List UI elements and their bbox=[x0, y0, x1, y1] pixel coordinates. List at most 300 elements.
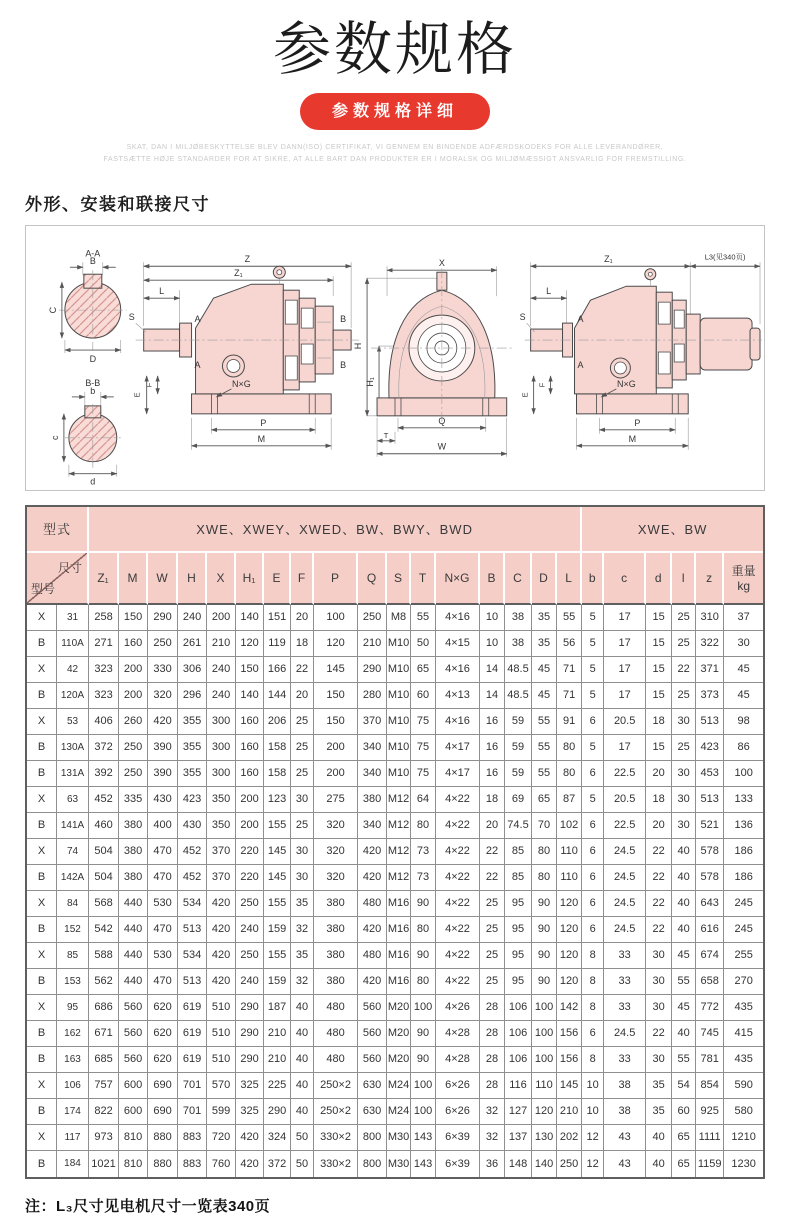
value-cell: 75 bbox=[411, 709, 436, 735]
value-cell: 200 bbox=[314, 735, 358, 761]
type-header: 型式 bbox=[27, 507, 89, 553]
value-cell: 60 bbox=[411, 683, 436, 709]
value-cell: 200 bbox=[119, 683, 148, 709]
value-cell: 370 bbox=[207, 865, 236, 891]
value-cell: 10 bbox=[582, 1099, 604, 1125]
value-cell: 15 bbox=[646, 605, 672, 631]
value-cell: 560 bbox=[119, 1047, 148, 1073]
value-cell: 17 bbox=[604, 735, 646, 761]
value-cell: 210 bbox=[264, 1021, 291, 1047]
value-cell: M20 bbox=[387, 1047, 411, 1073]
value-cell: 156 bbox=[557, 1047, 582, 1073]
value-cell: 580 bbox=[724, 1099, 763, 1125]
type-cell: B bbox=[27, 631, 57, 657]
value-cell: 55 bbox=[532, 761, 557, 787]
value-cell: 521 bbox=[696, 813, 724, 839]
value-cell: 38 bbox=[604, 1099, 646, 1125]
value-cell: 20 bbox=[291, 605, 314, 631]
value-cell: 8 bbox=[582, 995, 604, 1021]
value-cell: M10 bbox=[387, 709, 411, 735]
value-cell: 250 bbox=[148, 631, 178, 657]
value-cell: 90 bbox=[411, 891, 436, 917]
value-cell: 15 bbox=[646, 657, 672, 683]
value-cell: 225 bbox=[264, 1073, 291, 1099]
value-cell: 80 bbox=[532, 865, 557, 891]
value-cell: 685 bbox=[89, 1047, 119, 1073]
value-cell: 854 bbox=[696, 1073, 724, 1099]
type-cell: B bbox=[27, 1021, 57, 1047]
value-cell: 15 bbox=[646, 735, 672, 761]
value-cell: 4×15 bbox=[436, 631, 480, 657]
dim-label-Z1-motor: Z₁ bbox=[604, 253, 613, 264]
value-cell: 480 bbox=[358, 891, 387, 917]
value-cell: 150 bbox=[119, 605, 148, 631]
column-header: L bbox=[557, 553, 582, 605]
value-cell: 150 bbox=[314, 709, 358, 735]
dim-label-P-motor: P bbox=[634, 417, 641, 428]
value-cell: 95 bbox=[505, 969, 532, 995]
value-cell: 70 bbox=[532, 813, 557, 839]
dim-label-S: S bbox=[128, 311, 135, 322]
type-cell: X bbox=[27, 891, 57, 917]
value-cell: 430 bbox=[178, 813, 207, 839]
value-cell: 45 bbox=[724, 683, 763, 709]
value-cell: 200 bbox=[207, 605, 236, 631]
value-cell: 590 bbox=[724, 1073, 763, 1099]
type-cell: B bbox=[27, 683, 57, 709]
value-cell: 75 bbox=[411, 761, 436, 787]
value-cell: 323 bbox=[89, 657, 119, 683]
value-cell: 100 bbox=[532, 1047, 557, 1073]
table-row bbox=[27, 891, 763, 917]
value-cell: 510 bbox=[207, 995, 236, 1021]
value-cell: 588 bbox=[89, 943, 119, 969]
value-cell: 120 bbox=[557, 917, 582, 943]
value-cell: 296 bbox=[178, 683, 207, 709]
value-cell: 20 bbox=[291, 683, 314, 709]
value-cell: 420 bbox=[358, 917, 387, 943]
table-row bbox=[27, 995, 763, 1021]
table-row bbox=[27, 969, 763, 995]
dim-label-Z1: Z₁ bbox=[234, 267, 243, 278]
value-cell: 6 bbox=[582, 813, 604, 839]
value-cell: 45 bbox=[672, 943, 696, 969]
value-cell: 59 bbox=[505, 761, 532, 787]
column-header: b bbox=[582, 553, 604, 605]
column-header: Z₁ bbox=[89, 553, 119, 605]
value-cell: 36 bbox=[480, 1151, 505, 1177]
value-cell: 6×26 bbox=[436, 1073, 480, 1099]
value-cell: 106 bbox=[505, 1047, 532, 1073]
column-header: Q bbox=[358, 553, 387, 605]
section-aa-drawing bbox=[48, 248, 127, 364]
value-cell: 100 bbox=[314, 605, 358, 631]
value-cell: M10 bbox=[387, 657, 411, 683]
value-cell: 119 bbox=[264, 631, 291, 657]
column-header: W bbox=[148, 553, 178, 605]
value-cell: 810 bbox=[119, 1125, 148, 1151]
model-cell: 120A bbox=[57, 683, 89, 709]
value-cell: 16 bbox=[480, 709, 505, 735]
value-cell: M10 bbox=[387, 761, 411, 787]
value-cell: M20 bbox=[387, 995, 411, 1021]
value-cell: 116 bbox=[505, 1073, 532, 1099]
value-cell: 151 bbox=[264, 605, 291, 631]
value-cell: 4×22 bbox=[436, 787, 480, 813]
value-cell: 38 bbox=[505, 631, 532, 657]
value-cell: 143 bbox=[411, 1151, 436, 1177]
detail-badge-button[interactable]: 参数规格详细 bbox=[300, 93, 490, 130]
value-cell: 45 bbox=[532, 683, 557, 709]
value-cell: 370 bbox=[358, 709, 387, 735]
value-cell: 690 bbox=[148, 1073, 178, 1099]
value-cell: M12 bbox=[387, 813, 411, 839]
value-cell: 20 bbox=[646, 761, 672, 787]
value-cell: 25 bbox=[480, 891, 505, 917]
value-cell: 5 bbox=[582, 657, 604, 683]
value-cell: 240 bbox=[178, 605, 207, 631]
value-cell: 504 bbox=[89, 839, 119, 865]
value-cell: 59 bbox=[505, 735, 532, 761]
value-cell: 271 bbox=[89, 631, 119, 657]
value-cell: 90 bbox=[411, 1047, 436, 1073]
value-cell: M16 bbox=[387, 969, 411, 995]
table-row bbox=[27, 839, 763, 865]
value-cell: 35 bbox=[532, 605, 557, 631]
value-cell: 4×16 bbox=[436, 657, 480, 683]
dim-label-P: P bbox=[260, 417, 267, 428]
value-cell: 59 bbox=[505, 709, 532, 735]
value-cell: 370 bbox=[207, 839, 236, 865]
column-header: E bbox=[264, 553, 291, 605]
value-cell: 210 bbox=[264, 1047, 291, 1073]
value-cell: 60 bbox=[672, 1099, 696, 1125]
value-cell: 620 bbox=[148, 1047, 178, 1073]
value-cell: 800 bbox=[358, 1151, 387, 1177]
value-cell: 12 bbox=[582, 1125, 604, 1151]
value-cell: 74.5 bbox=[505, 813, 532, 839]
value-cell: 30 bbox=[724, 631, 763, 657]
model-cell: 106 bbox=[57, 1073, 89, 1099]
section-mark-B-bottom: B bbox=[340, 359, 347, 370]
value-cell: 38 bbox=[604, 1073, 646, 1099]
side-view-drawing bbox=[129, 254, 359, 449]
value-cell: 30 bbox=[646, 969, 672, 995]
type-cell: B bbox=[27, 1151, 57, 1177]
value-cell: 392 bbox=[89, 761, 119, 787]
value-cell: 781 bbox=[696, 1047, 724, 1073]
value-cell: 43 bbox=[604, 1151, 646, 1177]
value-cell: 925 bbox=[696, 1099, 724, 1125]
dim-label-F: F bbox=[144, 382, 154, 387]
type-cell: B bbox=[27, 865, 57, 891]
table-row bbox=[27, 1021, 763, 1047]
value-cell: 64 bbox=[411, 787, 436, 813]
value-cell: 136 bbox=[724, 813, 763, 839]
value-cell: 18 bbox=[291, 631, 314, 657]
value-cell: 658 bbox=[696, 969, 724, 995]
section-heading: 外形、安装和联接尺寸 bbox=[25, 194, 210, 214]
column-header: D bbox=[532, 553, 557, 605]
dim-label-M-motor: M bbox=[628, 433, 637, 444]
value-cell: 325 bbox=[236, 1099, 264, 1125]
value-cell: 250 bbox=[236, 943, 264, 969]
value-cell: 322 bbox=[696, 631, 724, 657]
value-cell: 470 bbox=[148, 865, 178, 891]
model-cell: 53 bbox=[57, 709, 89, 735]
value-cell: 14 bbox=[480, 657, 505, 683]
value-cell: 620 bbox=[148, 1021, 178, 1047]
type-cell: B bbox=[27, 813, 57, 839]
column-header: M bbox=[119, 553, 148, 605]
column-header: N×G bbox=[436, 553, 480, 605]
value-cell: 5 bbox=[582, 735, 604, 761]
value-cell: 100 bbox=[411, 1099, 436, 1125]
value-cell: 250 bbox=[119, 735, 148, 761]
model-cell: 142A bbox=[57, 865, 89, 891]
value-cell: 186 bbox=[724, 865, 763, 891]
value-cell: 65 bbox=[672, 1125, 696, 1151]
value-cell: 440 bbox=[119, 891, 148, 917]
value-cell: 880 bbox=[148, 1151, 178, 1177]
table-row bbox=[27, 943, 763, 969]
model-cell: 163 bbox=[57, 1047, 89, 1073]
value-cell: 240 bbox=[236, 917, 264, 943]
value-cell: 40 bbox=[672, 917, 696, 943]
dim-label-B: B bbox=[89, 255, 96, 266]
value-cell: 6×26 bbox=[436, 1099, 480, 1125]
value-cell: 50 bbox=[291, 1151, 314, 1177]
value-cell: 250×2 bbox=[314, 1073, 358, 1099]
type-cell: B bbox=[27, 761, 57, 787]
value-cell: 480 bbox=[358, 943, 387, 969]
size-label: 尺寸 bbox=[58, 560, 83, 575]
value-cell: 16 bbox=[480, 735, 505, 761]
dim-label-L: L bbox=[159, 285, 165, 296]
value-cell: 420 bbox=[207, 917, 236, 943]
model-cell: 74 bbox=[57, 839, 89, 865]
table-row bbox=[27, 865, 763, 891]
type-cell: B bbox=[27, 969, 57, 995]
value-cell: 423 bbox=[696, 735, 724, 761]
dim-label-Q: Q bbox=[438, 415, 446, 426]
value-cell: 35 bbox=[532, 631, 557, 657]
value-cell: 1230 bbox=[724, 1151, 763, 1177]
value-cell: 745 bbox=[696, 1021, 724, 1047]
value-cell: 880 bbox=[148, 1125, 178, 1151]
value-cell: 470 bbox=[148, 969, 178, 995]
value-cell: 22 bbox=[672, 657, 696, 683]
value-cell: 123 bbox=[264, 787, 291, 813]
value-cell: 600 bbox=[119, 1073, 148, 1099]
value-cell: 158 bbox=[264, 735, 291, 761]
value-cell: 80 bbox=[411, 969, 436, 995]
value-cell: 760 bbox=[207, 1151, 236, 1177]
value-cell: 71 bbox=[557, 657, 582, 683]
value-cell: 542 bbox=[89, 917, 119, 943]
value-cell: 250 bbox=[358, 605, 387, 631]
value-cell: 420 bbox=[148, 709, 178, 735]
value-cell: 373 bbox=[696, 683, 724, 709]
section-mark-B-top: B bbox=[340, 313, 347, 324]
value-cell: 22.5 bbox=[604, 761, 646, 787]
value-cell: 720 bbox=[207, 1125, 236, 1151]
value-cell: 25 bbox=[672, 683, 696, 709]
type-cell: X bbox=[27, 1125, 57, 1151]
value-cell: 290 bbox=[236, 1021, 264, 1047]
value-cell: 578 bbox=[696, 839, 724, 865]
value-cell: 160 bbox=[236, 709, 264, 735]
value-cell: 32 bbox=[480, 1099, 505, 1125]
value-cell: 560 bbox=[358, 1047, 387, 1073]
value-cell: 200 bbox=[314, 761, 358, 787]
value-cell: 415 bbox=[724, 1021, 763, 1047]
value-cell: 40 bbox=[672, 1021, 696, 1047]
value-cell: 504 bbox=[89, 865, 119, 891]
section-mark-A-top-motor: A bbox=[577, 313, 584, 324]
value-cell: 400 bbox=[148, 813, 178, 839]
value-cell: 40 bbox=[646, 1125, 672, 1151]
value-cell: 6 bbox=[582, 917, 604, 943]
model-cell: 130A bbox=[57, 735, 89, 761]
value-cell: 80 bbox=[557, 735, 582, 761]
value-cell: 150 bbox=[314, 683, 358, 709]
section-mark-A-bottom: A bbox=[194, 359, 201, 370]
value-cell: 159 bbox=[264, 917, 291, 943]
value-cell: 330×2 bbox=[314, 1125, 358, 1151]
value-cell: 220 bbox=[236, 865, 264, 891]
value-cell: 80 bbox=[532, 839, 557, 865]
value-cell: 372 bbox=[264, 1151, 291, 1177]
value-cell: 148 bbox=[505, 1151, 532, 1177]
value-cell: 320 bbox=[314, 839, 358, 865]
value-cell: 142 bbox=[557, 995, 582, 1021]
value-cell: 40 bbox=[291, 1021, 314, 1047]
value-cell: 71 bbox=[557, 683, 582, 709]
value-cell: 80 bbox=[557, 761, 582, 787]
dim-label-X: X bbox=[438, 257, 445, 268]
value-cell: 4×26 bbox=[436, 995, 480, 1021]
value-cell: 35 bbox=[646, 1099, 672, 1125]
value-cell: 40 bbox=[672, 865, 696, 891]
value-cell: 420 bbox=[358, 969, 387, 995]
value-cell: 100 bbox=[411, 1073, 436, 1099]
type-cell: X bbox=[27, 709, 57, 735]
value-cell: 380 bbox=[119, 865, 148, 891]
value-cell: 24.5 bbox=[604, 891, 646, 917]
value-cell: 90 bbox=[411, 943, 436, 969]
value-cell: 150 bbox=[236, 657, 264, 683]
value-cell: 280 bbox=[358, 683, 387, 709]
value-cell: 55 bbox=[411, 605, 436, 631]
value-cell: 800 bbox=[358, 1125, 387, 1151]
dim-label-T: T bbox=[383, 430, 389, 440]
value-cell: 40 bbox=[672, 891, 696, 917]
page-title: 参数规格 bbox=[272, 17, 517, 82]
value-cell: 290 bbox=[148, 605, 178, 631]
type-cell: B bbox=[27, 1047, 57, 1073]
value-cell: 156 bbox=[557, 1021, 582, 1047]
dim-label-H1: H₁ bbox=[365, 376, 376, 387]
value-cell: 90 bbox=[532, 891, 557, 917]
value-cell: 18 bbox=[480, 787, 505, 813]
value-cell: 6 bbox=[582, 709, 604, 735]
value-cell: 380 bbox=[314, 943, 358, 969]
value-cell: 240 bbox=[207, 683, 236, 709]
value-cell: 145 bbox=[557, 1073, 582, 1099]
table-row bbox=[27, 1099, 763, 1125]
tagline bbox=[0, 142, 790, 166]
value-cell: 90 bbox=[532, 969, 557, 995]
value-cell: 883 bbox=[178, 1151, 207, 1177]
value-cell: 320 bbox=[314, 813, 358, 839]
value-cell: 8 bbox=[582, 969, 604, 995]
value-cell: 4×22 bbox=[436, 839, 480, 865]
value-cell: 106 bbox=[505, 1021, 532, 1047]
value-cell: 4×22 bbox=[436, 969, 480, 995]
value-cell: M10 bbox=[387, 735, 411, 761]
value-cell: 250 bbox=[236, 891, 264, 917]
value-cell: 261 bbox=[178, 631, 207, 657]
dim-label-S-motor: S bbox=[519, 311, 526, 322]
value-cell: 10 bbox=[480, 605, 505, 631]
value-cell: 240 bbox=[236, 969, 264, 995]
value-cell: 30 bbox=[291, 787, 314, 813]
value-cell: 160 bbox=[119, 631, 148, 657]
value-cell: 420 bbox=[358, 839, 387, 865]
model-cell: 174 bbox=[57, 1099, 89, 1125]
value-cell: 772 bbox=[696, 995, 724, 1021]
dimension-table bbox=[25, 505, 765, 1179]
value-cell: 534 bbox=[178, 943, 207, 969]
value-cell: 12 bbox=[582, 1151, 604, 1177]
value-cell: 355 bbox=[178, 709, 207, 735]
section-aa-title: A-A bbox=[85, 247, 101, 258]
value-cell: 4×28 bbox=[436, 1047, 480, 1073]
column-header: z bbox=[696, 553, 724, 605]
value-cell: M10 bbox=[387, 683, 411, 709]
value-cell: 380 bbox=[314, 917, 358, 943]
value-cell: 65 bbox=[672, 1151, 696, 1177]
value-cell: M30 bbox=[387, 1151, 411, 1177]
value-cell: 95 bbox=[505, 917, 532, 943]
value-cell: 6 bbox=[582, 891, 604, 917]
front-view-drawing bbox=[353, 258, 513, 456]
value-cell: 75 bbox=[411, 735, 436, 761]
value-cell: 420 bbox=[236, 1151, 264, 1177]
value-cell: 73 bbox=[411, 839, 436, 865]
value-cell: 440 bbox=[119, 917, 148, 943]
value-cell: 619 bbox=[178, 1021, 207, 1047]
value-cell: 371 bbox=[696, 657, 724, 683]
value-cell: 300 bbox=[207, 709, 236, 735]
table-row bbox=[27, 761, 763, 787]
value-cell: 435 bbox=[724, 995, 763, 1021]
value-cell: 452 bbox=[178, 839, 207, 865]
value-cell: 250 bbox=[557, 1151, 582, 1177]
value-cell: 56 bbox=[557, 631, 582, 657]
value-cell: 340 bbox=[358, 761, 387, 787]
value-cell: 630 bbox=[358, 1099, 387, 1125]
value-cell: 380 bbox=[358, 787, 387, 813]
value-cell: 120 bbox=[236, 631, 264, 657]
value-cell: 28 bbox=[480, 1021, 505, 1047]
value-cell: 32 bbox=[480, 1125, 505, 1151]
value-cell: 513 bbox=[178, 917, 207, 943]
value-cell: 65 bbox=[532, 787, 557, 813]
value-cell: 671 bbox=[89, 1021, 119, 1047]
value-cell: 28 bbox=[480, 995, 505, 1021]
